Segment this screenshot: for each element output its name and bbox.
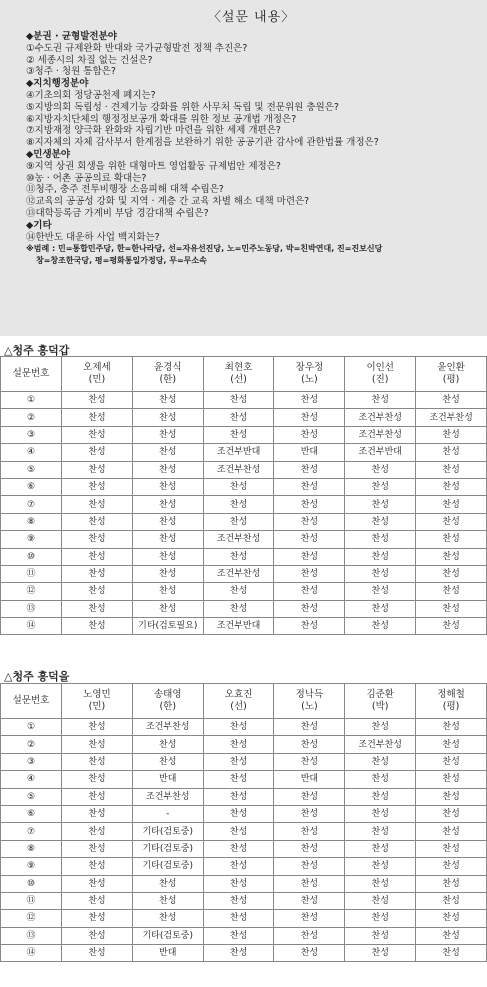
candidate-name: 정낙득 bbox=[295, 689, 324, 700]
answer-cell: 찬성 bbox=[203, 548, 274, 565]
question-number: ⑩ bbox=[1, 548, 62, 565]
answer-cell: 찬성 bbox=[274, 910, 345, 927]
candidate-name: 오제세 bbox=[83, 362, 111, 373]
answer-cell: 찬성 bbox=[132, 409, 203, 426]
candidate-party: (진) bbox=[371, 374, 389, 385]
answer-cell: 찬성 bbox=[62, 409, 133, 426]
answer-cell: 찬성 bbox=[62, 548, 133, 565]
section-heading: ◆분권 · 균형발전분야 bbox=[26, 31, 117, 42]
answer-cell: 기타(검토중) bbox=[132, 840, 203, 857]
candidate-header bbox=[274, 684, 345, 719]
answer-cell: 찬성 bbox=[345, 858, 416, 875]
question-number: ① bbox=[1, 719, 62, 736]
answer-cell: 찬성 bbox=[132, 736, 203, 753]
answer-cell: 찬성 bbox=[274, 805, 345, 822]
question-number: ③ bbox=[1, 426, 62, 443]
candidate-header bbox=[416, 684, 487, 719]
question-number: ③ bbox=[1, 753, 62, 770]
answer-cell: 찬성 bbox=[203, 753, 274, 770]
answer-cell: 찬성 bbox=[203, 823, 274, 840]
candidate-party: (민) bbox=[88, 374, 106, 385]
answer-cell: 찬성 bbox=[203, 927, 274, 944]
question-number: ⑦ bbox=[1, 823, 62, 840]
answer-cell: 찬성 bbox=[416, 892, 487, 909]
answer-cell: 기타(검토필요) bbox=[132, 618, 203, 635]
answer-cell: 기타(검토중) bbox=[132, 823, 203, 840]
answer-cell: 찬성 bbox=[345, 548, 416, 565]
answer-cell: 찬성 bbox=[132, 875, 203, 892]
answer-cell: 찬성 bbox=[132, 548, 203, 565]
question-number: ⑧ bbox=[1, 840, 62, 857]
candidate-name: 장우정 bbox=[295, 362, 324, 373]
answer-cell: 찬성 bbox=[62, 496, 133, 513]
table-row bbox=[1, 927, 487, 944]
table-row bbox=[1, 583, 487, 600]
answer-cell: 찬성 bbox=[274, 496, 345, 513]
answer-cell: 찬성 bbox=[345, 805, 416, 822]
answer-cell: 찬성 bbox=[345, 788, 416, 805]
answer-cell: 찬성 bbox=[274, 565, 345, 582]
candidate-name: 김준환 bbox=[366, 689, 394, 700]
answer-cell: 찬성 bbox=[345, 840, 416, 857]
candidate-party: (노) bbox=[301, 374, 318, 385]
answer-cell: 찬성 bbox=[62, 875, 133, 892]
answer-cell: 조건부찬성 bbox=[345, 409, 416, 426]
survey-question: ② 세종시의 차질 없는 건설은? bbox=[26, 54, 153, 66]
candidate-name: 정해철 bbox=[437, 689, 465, 700]
answer-cell: 찬성 bbox=[416, 618, 487, 635]
party-legend-line-1: ※범례 : 민=통합민주당, 한=한나라당, 선=자유선진당, 노=민주노동당, 박=친박연대, 진=진보신당 bbox=[26, 244, 383, 254]
survey-sections bbox=[26, 31, 477, 243]
answer-cell: 찬성 bbox=[345, 618, 416, 635]
answer-cell: 반대 bbox=[274, 444, 345, 461]
answer-cell: 찬성 bbox=[274, 583, 345, 600]
answer-cell: 찬성 bbox=[62, 531, 133, 548]
survey-question: ⑤지방의회 독립성 · 견제기능 강화를 위한 사무처 독립 및 전문위원 충원은? bbox=[26, 101, 339, 113]
answer-cell: 찬성 bbox=[62, 910, 133, 927]
answer-cell: 찬성 bbox=[345, 392, 416, 409]
section-heading: ◆기타 bbox=[26, 219, 52, 231]
answer-cell: 찬성 bbox=[416, 858, 487, 875]
answer-cell: 조건부찬성 bbox=[132, 788, 203, 805]
answer-cell: 찬성 bbox=[132, 461, 203, 478]
answer-cell: 찬성 bbox=[203, 392, 274, 409]
answer-cell: 찬성 bbox=[274, 531, 345, 548]
table-row bbox=[1, 840, 487, 857]
table-row bbox=[1, 513, 487, 530]
section-heading: ◆민생분야 bbox=[26, 148, 71, 160]
answer-cell: 찬성 bbox=[416, 771, 487, 788]
table-row bbox=[1, 945, 487, 962]
answer-cell: 찬성 bbox=[416, 531, 487, 548]
candidate-header bbox=[132, 684, 203, 719]
answer-cell: 조건부찬성 bbox=[132, 719, 203, 736]
header-row bbox=[1, 357, 487, 392]
answer-cell: 찬성 bbox=[345, 892, 416, 909]
answer-cell: 찬성 bbox=[416, 736, 487, 753]
answer-cell: 찬성 bbox=[203, 600, 274, 617]
question-number: ⑪ bbox=[1, 565, 62, 582]
survey-question: ④기초의회 정당공천제 폐지는? bbox=[26, 89, 156, 101]
question-number: ② bbox=[1, 409, 62, 426]
question-number: ⑤ bbox=[1, 461, 62, 478]
answer-cell: 찬성 bbox=[345, 823, 416, 840]
survey-question: ⑧지자체의 자체 감사부서 한계점을 보완하기 위한 공공기관 감사에 관한법률 개정은? bbox=[26, 137, 379, 149]
question-number: ⑦ bbox=[1, 496, 62, 513]
answer-cell: 찬성 bbox=[345, 461, 416, 478]
answer-cell: 찬성 bbox=[132, 444, 203, 461]
answer-cell: 찬성 bbox=[416, 565, 487, 582]
answer-cell: 찬성 bbox=[203, 945, 274, 962]
answer-cell: 찬성 bbox=[274, 823, 345, 840]
answer-cell: 찬성 bbox=[274, 426, 345, 443]
answer-cell: 찬성 bbox=[62, 719, 133, 736]
table-row bbox=[1, 496, 487, 513]
answer-cell: 찬성 bbox=[62, 583, 133, 600]
answer-cell: 찬성 bbox=[203, 409, 274, 426]
candidate-header bbox=[345, 684, 416, 719]
survey-question: ⑥지방자치단체의 행정정보공개 확대를 위한 정보 공개법 개정은? bbox=[26, 113, 297, 125]
answer-cell: 찬성 bbox=[416, 805, 487, 822]
table-row bbox=[1, 461, 487, 478]
answer-cell: 조건부찬성 bbox=[416, 409, 487, 426]
question-number: ⑫ bbox=[1, 910, 62, 927]
answer-cell: 찬성 bbox=[274, 840, 345, 857]
answer-cell: 찬성 bbox=[203, 788, 274, 805]
answer-cell: 조건부반대 bbox=[345, 444, 416, 461]
answer-cell: 찬성 bbox=[274, 788, 345, 805]
candidate-name: 이인선 bbox=[366, 362, 394, 373]
answer-cell: - bbox=[132, 805, 203, 822]
question-number: ⑥ bbox=[1, 478, 62, 495]
question-number: ⑫ bbox=[1, 583, 62, 600]
candidate-header bbox=[203, 684, 274, 719]
table-2-title: △청주 흥덕을 bbox=[4, 670, 70, 683]
table-1-title: △청주 흥덕갑 bbox=[4, 344, 70, 357]
table-row bbox=[1, 600, 487, 617]
candidate-name: 송태영 bbox=[153, 689, 182, 700]
answer-cell: 찬성 bbox=[416, 513, 487, 530]
answer-cell: 찬성 bbox=[62, 840, 133, 857]
answer-cell: 찬성 bbox=[345, 771, 416, 788]
answer-cell: 찬성 bbox=[416, 910, 487, 927]
table-row bbox=[1, 858, 487, 875]
answer-cell: 찬성 bbox=[62, 788, 133, 805]
table-row bbox=[1, 910, 487, 927]
question-number: ⑨ bbox=[1, 531, 62, 548]
answer-cell: 찬성 bbox=[132, 910, 203, 927]
candidate-party: (박) bbox=[371, 701, 389, 712]
answer-cell: 찬성 bbox=[416, 753, 487, 770]
answer-cell: 찬성 bbox=[416, 875, 487, 892]
answer-cell: 찬성 bbox=[132, 513, 203, 530]
candidate-name: 윤인환 bbox=[437, 362, 465, 373]
answer-cell: 기타(검토중) bbox=[132, 927, 203, 944]
answer-cell: 찬성 bbox=[416, 583, 487, 600]
answer-cell: 찬성 bbox=[62, 753, 133, 770]
table-row bbox=[1, 719, 487, 736]
candidate-header bbox=[345, 357, 416, 392]
answer-cell: 찬성 bbox=[62, 805, 133, 822]
answer-cell: 찬성 bbox=[62, 461, 133, 478]
answer-cell: 찬성 bbox=[132, 496, 203, 513]
table-row bbox=[1, 392, 487, 409]
candidate-header bbox=[203, 357, 274, 392]
question-number: ⑩ bbox=[1, 875, 62, 892]
survey-question: ⑪청주, 충주 전투비행장 소음피해 대책 수립은? bbox=[26, 184, 224, 196]
answer-cell: 찬성 bbox=[416, 392, 487, 409]
answer-cell: 찬성 bbox=[416, 945, 487, 962]
answer-cell: 찬성 bbox=[345, 875, 416, 892]
answer-cell: 찬성 bbox=[62, 618, 133, 635]
answer-cell: 반대 bbox=[274, 771, 345, 788]
table-row bbox=[1, 531, 487, 548]
table-row bbox=[1, 875, 487, 892]
answer-cell: 조건부반대 bbox=[203, 444, 274, 461]
survey-result-table-heungdeok-eul bbox=[0, 683, 487, 962]
answer-cell: 찬성 bbox=[62, 892, 133, 909]
candidate-party: (노) bbox=[301, 701, 318, 712]
answer-cell: 찬성 bbox=[62, 426, 133, 443]
answer-cell: 찬성 bbox=[274, 392, 345, 409]
answer-cell: 찬성 bbox=[62, 600, 133, 617]
survey-question: ⑬대학등록금 가계비 부담 경감대책 수립은? bbox=[26, 207, 209, 219]
answer-cell: 찬성 bbox=[345, 600, 416, 617]
table-row bbox=[1, 478, 487, 495]
answer-cell: 찬성 bbox=[62, 771, 133, 788]
survey-question: ⑭한반도 대운하 사업 백지화는? bbox=[26, 231, 160, 243]
answer-cell: 찬성 bbox=[274, 753, 345, 770]
candidate-party: (선) bbox=[230, 374, 247, 385]
answer-cell: 찬성 bbox=[274, 548, 345, 565]
table-row bbox=[1, 892, 487, 909]
answer-cell: 찬성 bbox=[203, 719, 274, 736]
survey-question: ⑫교육의 공공성 강화 및 지역 · 계층 간 교육 차별 해소 대책 마련은? bbox=[26, 196, 310, 208]
answer-cell: 찬성 bbox=[62, 858, 133, 875]
answer-cell: 찬성 bbox=[274, 892, 345, 909]
table-row bbox=[1, 618, 487, 635]
answer-cell: 찬성 bbox=[416, 719, 487, 736]
answer-cell: 찬성 bbox=[345, 910, 416, 927]
candidate-party: (평) bbox=[442, 374, 460, 385]
answer-cell: 찬성 bbox=[132, 392, 203, 409]
answer-cell: 찬성 bbox=[132, 531, 203, 548]
question-number-header: 설문번호 bbox=[1, 357, 62, 392]
candidate-name: 최현호 bbox=[224, 362, 253, 373]
answer-cell: 조건부찬성 bbox=[203, 531, 274, 548]
question-number: ⑭ bbox=[1, 618, 62, 635]
answer-cell: 찬성 bbox=[416, 496, 487, 513]
answer-cell: 조건부찬성 bbox=[345, 736, 416, 753]
answer-cell: 찬성 bbox=[274, 409, 345, 426]
answer-cell: 찬성 bbox=[132, 583, 203, 600]
answer-cell: 찬성 bbox=[274, 513, 345, 530]
answer-cell: 찬성 bbox=[416, 461, 487, 478]
answer-cell: 찬성 bbox=[345, 513, 416, 530]
table-row bbox=[1, 753, 487, 770]
answer-cell: 찬성 bbox=[203, 496, 274, 513]
answer-cell: 찬성 bbox=[345, 531, 416, 548]
answer-cell: 찬성 bbox=[274, 600, 345, 617]
answer-cell: 반대 bbox=[132, 771, 203, 788]
answer-cell: 찬성 bbox=[274, 858, 345, 875]
answer-cell: 찬성 bbox=[62, 478, 133, 495]
answer-cell: 찬성 bbox=[62, 513, 133, 530]
answer-cell: 찬성 bbox=[274, 945, 345, 962]
answer-cell: 찬성 bbox=[203, 736, 274, 753]
answer-cell: 찬성 bbox=[416, 478, 487, 495]
candidate-name: 윤경식 bbox=[153, 362, 182, 373]
answer-cell: 찬성 bbox=[345, 478, 416, 495]
table-row bbox=[1, 805, 487, 822]
answer-cell: 조건부반대 bbox=[203, 618, 274, 635]
party-legend-line-2: 창=창조한국당, 평=평화통일가정당, 무=무소속 bbox=[36, 256, 207, 266]
answer-cell: 찬성 bbox=[274, 927, 345, 944]
question-number: ⑨ bbox=[1, 858, 62, 875]
survey-content-box bbox=[0, 0, 487, 336]
candidate-party: (평) bbox=[442, 701, 460, 712]
answer-cell: 찬성 bbox=[345, 583, 416, 600]
survey-title: 〈설문 내용〉 bbox=[207, 10, 296, 25]
answer-cell: 찬성 bbox=[62, 392, 133, 409]
answer-cell: 찬성 bbox=[62, 823, 133, 840]
answer-cell: 찬성 bbox=[345, 719, 416, 736]
question-number: ⑥ bbox=[1, 805, 62, 822]
candidate-header bbox=[274, 357, 345, 392]
table-row bbox=[1, 444, 487, 461]
answer-cell: 찬성 bbox=[274, 461, 345, 478]
question-number: ④ bbox=[1, 771, 62, 788]
table-row bbox=[1, 409, 487, 426]
table-row bbox=[1, 823, 487, 840]
question-number: ⑭ bbox=[1, 945, 62, 962]
answer-cell: 찬성 bbox=[62, 927, 133, 944]
candidate-party: (한) bbox=[159, 374, 177, 385]
candidate-party: (선) bbox=[230, 701, 247, 712]
answer-cell: 찬성 bbox=[132, 892, 203, 909]
answer-cell: 찬성 bbox=[62, 444, 133, 461]
answer-cell: 찬성 bbox=[345, 496, 416, 513]
answer-cell: 찬성 bbox=[416, 426, 487, 443]
candidate-header bbox=[132, 357, 203, 392]
candidate-header bbox=[62, 684, 133, 719]
answer-cell: 조건부찬성 bbox=[203, 565, 274, 582]
survey-question: ⑨지역 상권 회생을 위한 대형마트 영업활동 규제법안 제정은? bbox=[26, 160, 281, 172]
answer-cell: 찬성 bbox=[203, 805, 274, 822]
answer-cell: 찬성 bbox=[132, 753, 203, 770]
survey-question: ⑦지방재정 양극화 완화와 자립기반 마련을 위한 세제 개편은? bbox=[26, 125, 281, 137]
answer-cell: 찬성 bbox=[132, 600, 203, 617]
question-number: ② bbox=[1, 736, 62, 753]
table-row bbox=[1, 736, 487, 753]
answer-cell: 찬성 bbox=[203, 771, 274, 788]
answer-cell: 조건부찬성 bbox=[203, 461, 274, 478]
answer-cell: 찬성 bbox=[416, 823, 487, 840]
survey-question: ①수도권 규제완화 반대와 국가균형발전 정책 추진은? bbox=[26, 42, 248, 54]
answer-cell: 찬성 bbox=[62, 736, 133, 753]
answer-cell: 찬성 bbox=[132, 478, 203, 495]
answer-cell: 찬성 bbox=[62, 565, 133, 582]
answer-cell: 찬성 bbox=[203, 910, 274, 927]
question-number: ⑤ bbox=[1, 788, 62, 805]
candidate-header bbox=[416, 357, 487, 392]
answer-cell: 찬성 bbox=[345, 753, 416, 770]
answer-cell: 찬성 bbox=[274, 719, 345, 736]
candidate-header bbox=[62, 357, 133, 392]
answer-cell: 찬성 bbox=[416, 788, 487, 805]
answer-cell: 찬성 bbox=[345, 565, 416, 582]
question-number: ⑧ bbox=[1, 513, 62, 530]
survey-question: ⑩농 · 어촌 공공의료 확대는? bbox=[26, 172, 147, 184]
candidate-name: 노영민 bbox=[83, 689, 111, 700]
answer-cell: 찬성 bbox=[203, 840, 274, 857]
candidate-name: 오효진 bbox=[224, 689, 253, 700]
answer-cell: 찬성 bbox=[416, 600, 487, 617]
answer-cell: 찬성 bbox=[274, 736, 345, 753]
answer-cell: 반대 bbox=[132, 945, 203, 962]
section-heading: ◆지치행정분야 bbox=[26, 78, 89, 90]
question-number: ⑬ bbox=[1, 927, 62, 944]
answer-cell: 찬성 bbox=[62, 945, 133, 962]
question-number-header: 설문번호 bbox=[1, 684, 62, 719]
answer-cell: 찬성 bbox=[203, 513, 274, 530]
answer-cell: 찬성 bbox=[203, 426, 274, 443]
answer-cell: 찬성 bbox=[345, 927, 416, 944]
question-number: ⑪ bbox=[1, 892, 62, 909]
answer-cell: 찬성 bbox=[203, 875, 274, 892]
answer-cell: 찬성 bbox=[274, 478, 345, 495]
answer-cell: 찬성 bbox=[203, 858, 274, 875]
answer-cell: 찬성 bbox=[416, 840, 487, 857]
answer-cell: 찬성 bbox=[345, 945, 416, 962]
question-number: ⑬ bbox=[1, 600, 62, 617]
table-row bbox=[1, 426, 487, 443]
answer-cell: 찬성 bbox=[203, 478, 274, 495]
answer-cell: 찬성 bbox=[274, 875, 345, 892]
answer-cell: 찬성 bbox=[274, 618, 345, 635]
candidate-party: (민) bbox=[88, 701, 106, 712]
answer-cell: 조건부찬성 bbox=[345, 426, 416, 443]
answer-cell: 찬성 bbox=[132, 426, 203, 443]
candidate-party: (한) bbox=[159, 701, 177, 712]
question-number: ④ bbox=[1, 444, 62, 461]
table-row bbox=[1, 565, 487, 582]
header-row bbox=[1, 684, 487, 719]
answer-cell: 찬성 bbox=[416, 927, 487, 944]
answer-cell: 찬성 bbox=[416, 548, 487, 565]
table-row bbox=[1, 771, 487, 788]
answer-cell: 찬성 bbox=[203, 892, 274, 909]
table-row bbox=[1, 548, 487, 565]
table-row bbox=[1, 788, 487, 805]
answer-cell: 기타(검토중) bbox=[132, 858, 203, 875]
answer-cell: 찬성 bbox=[416, 444, 487, 461]
answer-cell: 찬성 bbox=[132, 565, 203, 582]
survey-result-table-heungdeok-gap bbox=[0, 356, 487, 635]
answer-cell: 찬성 bbox=[203, 583, 274, 600]
survey-question: ③청주 · 청원 통합은? bbox=[26, 66, 116, 78]
question-number: ① bbox=[1, 392, 62, 409]
